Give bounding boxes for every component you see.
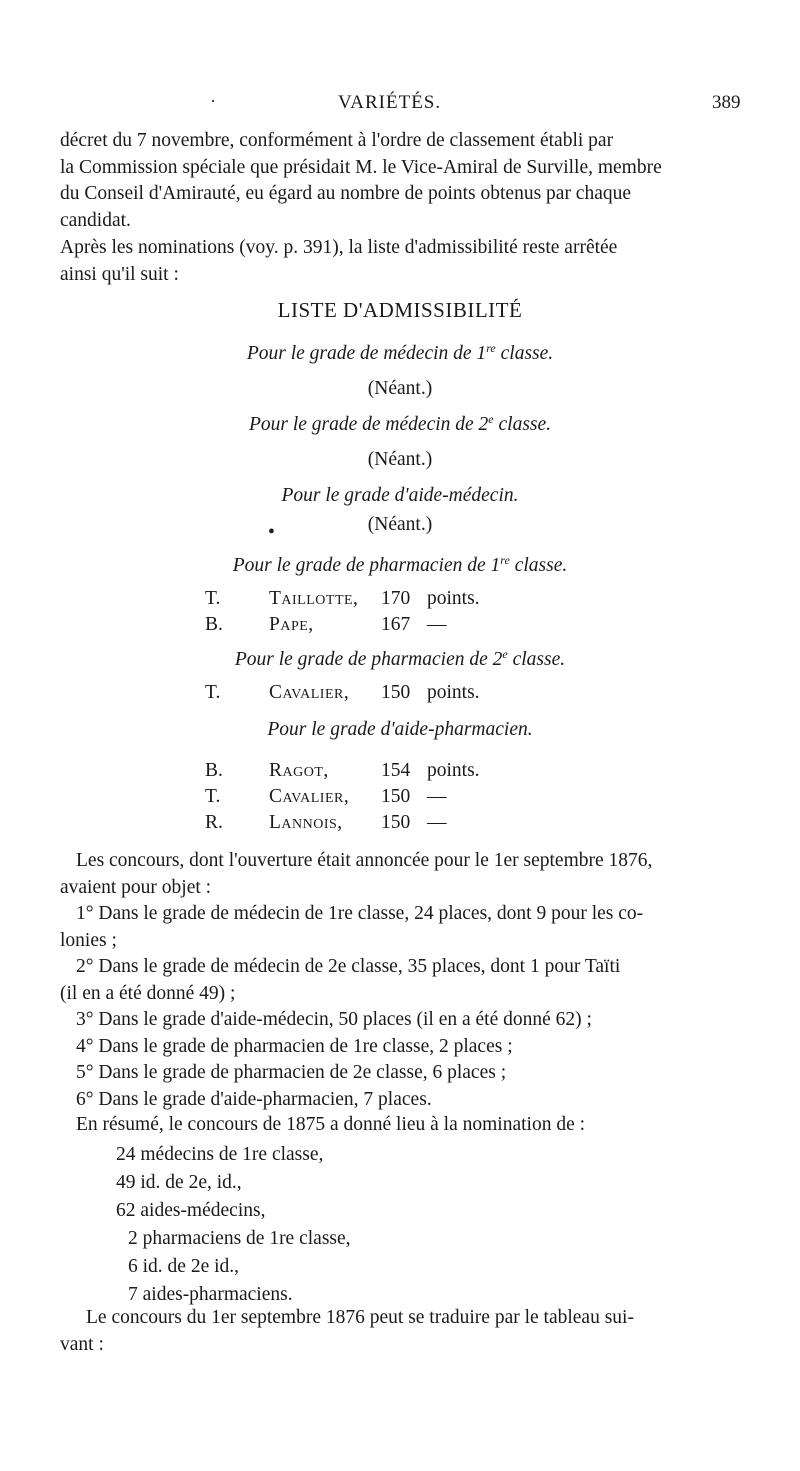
paragraph-line: En résumé, le concours de 1875 a donné lieu à la nomination de : bbox=[76, 1114, 586, 1135]
list-item: R. Lannois, 150 — bbox=[205, 812, 447, 833]
list-item: T. Cavalier, 150 — bbox=[205, 786, 447, 807]
concours-paragraph bbox=[60, 848, 750, 1113]
list-item: 2 pharmaciens de 1re classe, bbox=[128, 1228, 351, 1249]
page-number: 389 bbox=[712, 92, 741, 113]
list-item: 49 id. de 2e, id., bbox=[116, 1172, 242, 1193]
list-item: B. Ragot, 154 points. bbox=[205, 760, 480, 781]
grade-heading-medecin-2: Pour le grade de médecin de 2e classe. bbox=[248, 412, 552, 435]
stray-mark: · bbox=[210, 91, 216, 111]
neant-value: (Néant.) bbox=[367, 378, 433, 399]
intro-line: candidat. bbox=[60, 209, 131, 231]
neant-value: (Néant.) bbox=[367, 514, 433, 535]
list-item: 4° Dans le grade de pharmacien de 1re classe, 2 places ; bbox=[76, 1035, 513, 1057]
list-item: 3° Dans le grade d'aide-médecin, 50 places (il en a été donné 62) ; bbox=[76, 1009, 592, 1030]
admissibility-paragraph bbox=[60, 235, 750, 288]
paragraph-line: avaient pour objet : bbox=[60, 876, 212, 898]
list-item: 62 aides-médecins, bbox=[116, 1200, 266, 1221]
list-title: LISTE D'ADMISSIBILITÉ bbox=[277, 298, 523, 322]
grade-heading-pharmacien-2: Pour le grade de pharmacien de 2e classe. bbox=[234, 647, 566, 670]
paragraph-line: ainsi qu'il suit : bbox=[60, 263, 179, 285]
list-item: 6 id. de 2e id., bbox=[128, 1256, 240, 1277]
list-item: (il en a été donné 49) ; bbox=[60, 982, 236, 1004]
grade-heading-aide-pharmacien: Pour le grade d'aide-pharmacien. bbox=[267, 719, 533, 740]
paragraph-line: Les concours, dont l'ouverture était annoncée pour le 1er septembre 1876, bbox=[76, 850, 653, 871]
list-item: 2° Dans le grade de médecin de 2e classe, 35 places, dont 1 pour Taïti bbox=[76, 956, 621, 977]
list-item: 24 médecins de 1re classe, bbox=[116, 1144, 324, 1165]
list-item: B. Pape, 167 — bbox=[205, 614, 447, 635]
running-header-title: VARIÉTÉS. bbox=[338, 92, 442, 113]
closing-paragraph bbox=[60, 1305, 750, 1358]
stray-dot: • bbox=[268, 522, 275, 543]
intro-line: la Commission spéciale que présidait M. le Vice-Amiral de Surville, membre bbox=[60, 156, 662, 178]
paragraph-line: Après les nominations (voy. p. 391), la liste d'admissibilité reste arrêtée bbox=[60, 237, 618, 258]
list-item: lonies ; bbox=[60, 929, 117, 951]
grade-heading-aide-medecin: Pour le grade d'aide-médecin. bbox=[281, 485, 519, 506]
intro-line: décret du 7 novembre, conformément à l'ordre de classement établi par bbox=[60, 130, 614, 151]
paragraph-line: Le concours du 1er septembre 1876 peut se traduire par le tableau sui- bbox=[86, 1307, 634, 1328]
intro-paragraph bbox=[60, 128, 750, 234]
paragraph-line: vant : bbox=[60, 1333, 104, 1355]
neant-value: (Néant.) bbox=[367, 449, 433, 470]
list-item: 7 aides-pharmaciens. bbox=[128, 1284, 293, 1305]
list-item: 1° Dans le grade de médecin de 1re classe, 24 places, dont 9 pour les co- bbox=[76, 903, 644, 924]
list-item: 5° Dans le grade de pharmacien de 2e classe, 6 places ; bbox=[76, 1062, 507, 1083]
list-item: T. Taillotte, 170 points. bbox=[205, 588, 480, 609]
grade-heading-pharmacien-1: Pour le grade de pharmacien de 1re classe. bbox=[232, 553, 568, 576]
resume-list bbox=[116, 1141, 351, 1309]
resume-paragraph bbox=[60, 1112, 750, 1139]
intro-line: du Conseil d'Amirauté, eu égard au nombre de points obtenus par chaque bbox=[60, 183, 632, 204]
list-item: T. Cavalier, 150 points. bbox=[205, 682, 480, 703]
list-item: 6° Dans le grade d'aide-pharmacien, 7 places. bbox=[76, 1088, 432, 1110]
grade-heading-medecin-1: Pour le grade de médecin de 1re classe. bbox=[246, 341, 554, 364]
